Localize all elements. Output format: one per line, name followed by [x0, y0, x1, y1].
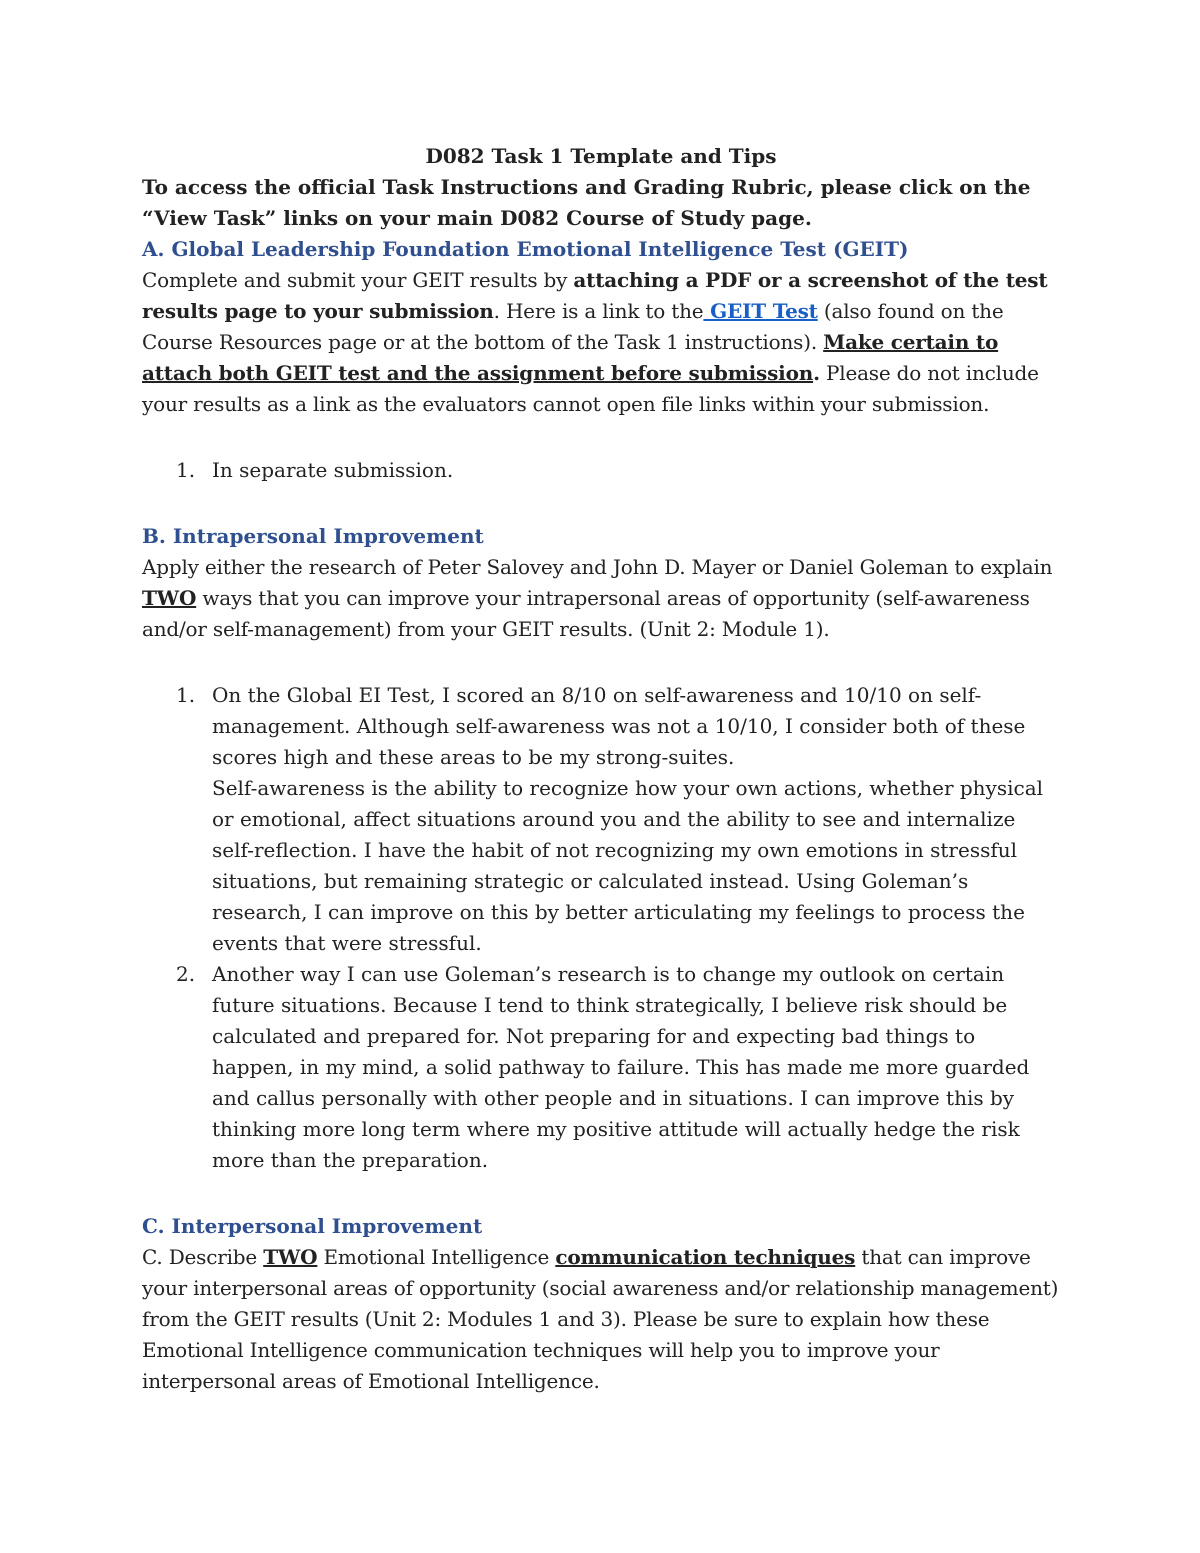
section-a-text-2: . Here is a link to the	[493, 299, 704, 323]
section-c-text-2: Emotional Intelligence	[317, 1245, 556, 1269]
list-number: 1.	[176, 458, 196, 482]
section-b-text-2: ways that you can improve your intrapersonal areas of opportunity (self-awareness and/or self-management) from your GEIT results. (Unit 2: Module 1).	[142, 586, 1030, 641]
list-item-text: On the Global EI Test, I scored an 8/10 on self-awareness and 10/10 on self-management. Although self-awareness was not a 10/10, I consider both of these scores high and these areas to be my strong-suites.	[212, 683, 1026, 769]
list-item	[142, 455, 1060, 486]
section-c-heading: C. Interpersonal Improvement	[142, 1214, 483, 1238]
section-c-paragraph	[142, 1242, 1060, 1397]
section-a-bold-1: attaching a PDF or a screenshot of the test results page to your submission	[142, 268, 1048, 323]
section-a-list	[142, 455, 1060, 486]
list-number: 2.	[176, 962, 196, 986]
section-c-text-3: that can improve your interpersonal areas of opportunity (social awareness and/or relationship management) from the GEIT results (Unit 2: Modules 1 and 3). Please be sure to explain how these Emotional Intelligence communication techniques will help you to improve your interpersonal areas of Emotional Intelligence.	[142, 1245, 1059, 1393]
document-page	[142, 140, 1060, 1397]
list-item-text: Self-awareness is the ability to recognize how your own actions, whether physical or emotional, affect situations around you and the ability to see and internalize self-reflection. I have the habit of not recognizing my own emotions in stressful situations, but remaining strategic or calculated instead. Using Goleman’s research, I can improve on this by better articulating my feelings to process the events that were stressful.	[212, 776, 1044, 955]
section-a-text-1: Complete and submit your GEIT results by	[142, 268, 574, 292]
section-b-heading: B. Intrapersonal Improvement	[142, 524, 484, 548]
list-item	[142, 959, 1060, 1176]
section-b-list	[142, 680, 1060, 1176]
section-b-text-1: Apply either the research of Peter Salovey and John D. Mayer or Daniel Goleman to explain	[142, 555, 1053, 579]
section-c-bold-underline-1: TWO	[263, 1245, 318, 1269]
section-a-text-3: (also found on the Course Resources page or at the bottom of the Task 1 instructions).	[142, 299, 1004, 354]
document-title: D082 Task 1 Template and Tips	[425, 144, 777, 168]
list-item	[142, 680, 1060, 959]
intro-instructions: To access the official Task Instructions and Grading Rubric, please click on the “View Task” links on your main D082 Course of Study page.	[142, 175, 1031, 230]
section-b-bold-underline: TWO	[142, 586, 197, 610]
section-a-heading: A. Global Leadership Foundation Emotional Intelligence Test (GEIT)	[142, 237, 909, 261]
list-number: 1.	[176, 683, 196, 707]
section-b-paragraph	[142, 552, 1060, 645]
list-item-text: In separate submission.	[212, 458, 454, 482]
section-a-paragraph	[142, 265, 1060, 420]
section-c-text-1: C. Describe	[142, 1245, 264, 1269]
geit-test-link[interactable]: GEIT Test	[703, 299, 818, 323]
section-a-bold-underline: Make certain to attach both GEIT test and the assignment before submission	[142, 330, 999, 385]
section-a-text-4: Please do not include your results as a link as the evaluators cannot open file links within your submission.	[142, 361, 1039, 416]
section-a-bold-2: .	[813, 361, 820, 385]
section-c-bold-underline-2: communication techniques	[555, 1245, 856, 1269]
list-item-text: Another way I can use Goleman’s research is to change my outlook on certain future situations. Because I tend to think strategically, I believe risk should be calculated and prepared for. Not preparing for and expecting bad things to happen, in my mind, a solid pathway to failure. This has made me more guarded and callus personally with other people and in situations. I can improve this by thinking more long term where my positive attitude will actually hedge the risk more than the preparation.	[212, 962, 1030, 1172]
